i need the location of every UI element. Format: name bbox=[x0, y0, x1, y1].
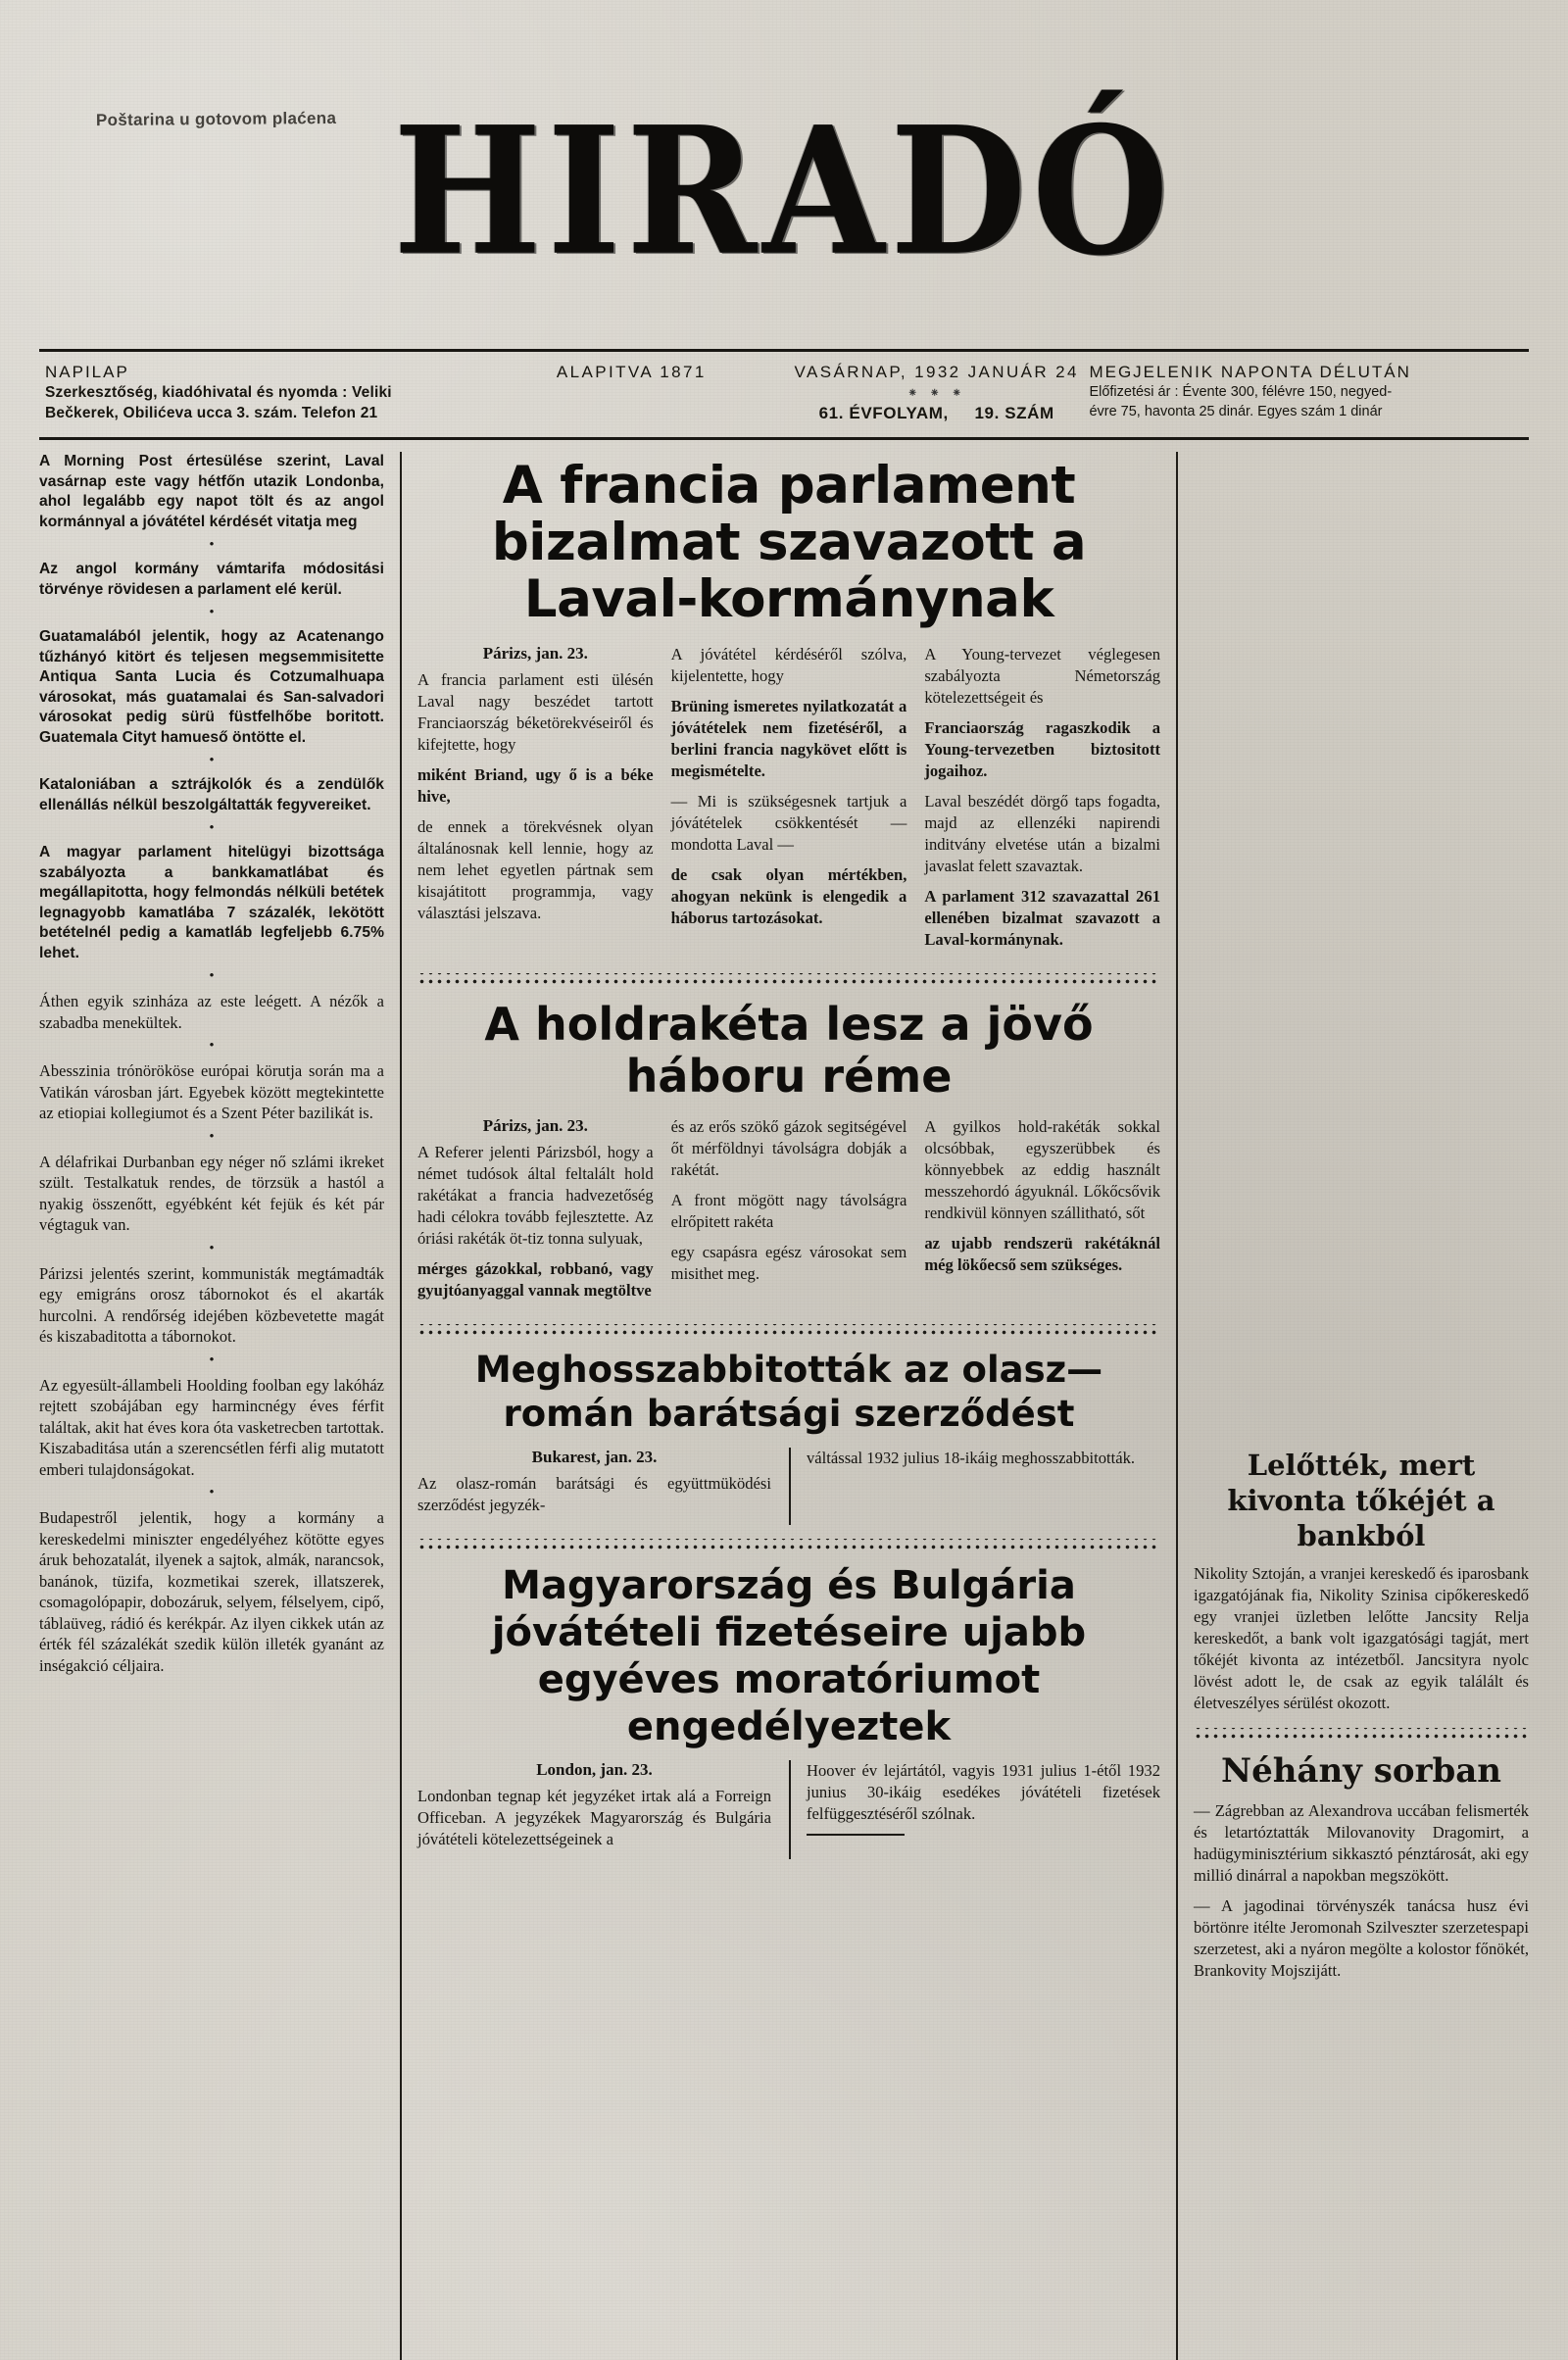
headline-moratorium: Magyarország és Bulgária jóvátételi fizetéseire ujabb egyéves moratóriumot engedélyeztek bbox=[491, 1563, 1087, 1749]
brief-separator bbox=[39, 755, 384, 766]
volume-label: 61. ÉVFOLYAM, bbox=[818, 404, 949, 422]
dateline-bucharest: Bukarest, jan. 23. bbox=[531, 1448, 658, 1466]
paragraph-lead: A parlament 312 szavazattal 261 ellenében bizalmat szavazott a Laval-kormánynak. bbox=[924, 887, 1161, 949]
brief-item: Abesszinia trónörököse európai körutja során ma a Vatikán városban járt. Egyebek között megtekintette az etiopiai kollegiumot és a Szent Péter bazilikát is. bbox=[39, 1061, 384, 1122]
story3-col-2 bbox=[789, 1448, 1160, 1525]
info-center-founded bbox=[479, 362, 784, 382]
brief-separator bbox=[39, 1243, 384, 1254]
info-left bbox=[45, 362, 479, 423]
story2-columns bbox=[417, 1116, 1160, 1310]
paragraph: A Referer jelenti Párizsból, hogy a német tudósok által feltalált hold rakétákat a francia hadvezetőség hadi célokra tovább fejlesztette. Az óriási rakéták öt-tiz tonna sulyuak, bbox=[417, 1143, 654, 1248]
story1-columns bbox=[417, 644, 1160, 959]
article-bank-shooting bbox=[1194, 1448, 1529, 1714]
paragraph: és az erős szökő gázok segitségével őt mérföldnyi távolságra dobják a rakétát. bbox=[670, 1117, 907, 1179]
headline-laval: A francia parlament bizalmat szavazott a Laval-kormánynak bbox=[491, 456, 1087, 629]
dateline-paris: Párizs, jan. 23. bbox=[482, 644, 588, 663]
brief-item: Az egyesült-állambeli Hoolding foolban egy lakóház rejtett szobájában egy harmincnégy éves férfit találtak, akit hat éves kora óta vasketrecben tartottak. Kiszabaditása után a szerencsétlen férfi alig mutatott emberi tulajdonságokat. bbox=[39, 1375, 384, 1479]
section-divider bbox=[417, 1324, 1160, 1336]
story2-col-2 bbox=[671, 1116, 907, 1310]
brief-item: A Morning Post értesülése szerint, Laval vasárnap este vagy hétfőn utazik Londonba, ahol legalább egy napot tölt és az angol kormánnyal a jóvátétel kérdését vitatja meg bbox=[39, 453, 384, 530]
issue-number: 19. SZÁM bbox=[974, 404, 1054, 422]
brief-item: Párizsi jelentés szerint, kommunisták megtámadták egy emigráns orosz tábornokot és el akarták hurcolni. A rendőrség idejében közbevetette magát és kiszabaditotta a tábornokot. bbox=[39, 1263, 384, 1346]
paragraph: — Mi is szükségesnek tartjuk a jóvátételek csökkentését — mondotta Laval — bbox=[670, 792, 907, 854]
brief-separator bbox=[39, 1040, 384, 1052]
info-center-date bbox=[784, 362, 1089, 423]
story3-col-1 bbox=[417, 1448, 771, 1525]
column-main-stories bbox=[402, 452, 1176, 2360]
paragraph: Hoover év lejártától, vagyis 1931 julius 1-étől 1932 junius 30-ikáig esedékes jóvátételi fizetések felfüggesztéséről szólnak. bbox=[807, 1761, 1160, 1823]
story4-col-2 bbox=[789, 1760, 1160, 1859]
paragraph: — A jagodinai törvényszék tanácsa husz évi börtönre itélte Jeromonah Szilveszter szerzetespapi szerzetest, aki a nyáron megölte a kolostor főnökét, Brankovity Mojszijátt. bbox=[1194, 1896, 1529, 1980]
paragraph: de ennek a törekvésnek olyan általánosnak kell lennie, hogy az nem lehet egyetlen pártnak sem kisajátitott programmja, vagy választási jelszava. bbox=[417, 817, 654, 922]
volume-issue bbox=[784, 403, 1089, 423]
paragraph-lead: az ujabb rendszerü rakétáknál még lökőecső sem szükséges. bbox=[924, 1234, 1161, 1274]
paragraph: Az olasz-román barátsági és együttmüködési szerződést jegyzék- bbox=[417, 1474, 771, 1514]
paper-type-label: NAPILAP bbox=[45, 363, 129, 381]
story2-col-1 bbox=[417, 1116, 654, 1310]
paragraph: A gyilkos hold-rakéták sokkal olcsóbbak, egyszerübbek és könnyebbek az eddig használt messzehordó ágyuknál. Lőkőcsővik rendkivül könnyen szállitható, sőt bbox=[924, 1117, 1161, 1222]
paragraph-lead: de csak olyan mértékben, ahogyan nekünk is elengedik a háborus tartozásokat. bbox=[670, 865, 907, 927]
brief-item: A délafrikai Durbanban egy néger nő szlámi ikreket szült. Testalkatuk rendes, de törzsük a hastól a nyakig összenőtt, egyébként két fejük és két pár végtaguk van. bbox=[39, 1152, 384, 1234]
postmark-stamp: Poštarina u gotovom plaćena bbox=[95, 108, 337, 130]
story4-col-1 bbox=[417, 1760, 771, 1859]
story1-col-2 bbox=[671, 644, 907, 959]
publisher-line-1: Szerkesztőség, kiadóhivatal és nyomda : Veliki bbox=[45, 384, 392, 401]
headline-treaty: Meghosszabbitották az olasz—román barátsági szerződést bbox=[474, 1349, 1103, 1435]
headline-briefly: Néhány sorban bbox=[1220, 1751, 1502, 1791]
story3-columns bbox=[417, 1448, 1160, 1525]
brief-item: Kataloniában a sztrájkolók és a zendülők ellenállás nélkül beszolgáltatták fegyvereiket. bbox=[39, 776, 384, 813]
paragraph-lead: mérges gázokkal, robbanó, vagy gyujtóanyaggal vannak megtöltve bbox=[417, 1259, 654, 1300]
dateline-london: London, jan. 23. bbox=[536, 1760, 653, 1779]
paragraph: A jóvátétel kérdéséről szólva, kijelentette, hogy bbox=[670, 645, 907, 685]
info-right bbox=[1089, 362, 1523, 421]
article-briefly bbox=[1194, 1751, 1529, 1982]
paragraph-lead: miként Briand, ugy ő is a béke hive, bbox=[417, 765, 654, 806]
brief-separator bbox=[39, 607, 384, 618]
story4-columns bbox=[417, 1760, 1160, 1859]
page-body bbox=[39, 452, 1529, 2360]
paragraph: A front mögött nagy távolságra elrőpitett rakéta bbox=[670, 1191, 907, 1231]
newspaper-title: HIRADÓ bbox=[393, 87, 1175, 295]
paragraph: Nikolity Sztoján, a vranjei kereskedő és iparosbank igazgatójának fia, Nikolity Szinisa cipőkereskedő egy vranjei üzletben lelőtte Jancsity Relja kereskedőt, a bank volt igazgatósági tagját, mert tőkéjét kivonta az intézetből. Jancsityra nyolc lövést adott le, de csak az egyik találált és életveszélyes sérülést okozott. bbox=[1194, 1564, 1529, 1712]
article-laval-confidence-vote bbox=[417, 458, 1160, 959]
section-divider bbox=[417, 973, 1160, 985]
story2-col-3 bbox=[924, 1116, 1160, 1310]
paragraph: egy csapásra egész városokat sem misithet meg. bbox=[670, 1243, 907, 1283]
headline-bank-shooting: Lelőtték, mert kivonta tőkéjét a bankból bbox=[1227, 1449, 1495, 1552]
paragraph: váltással 1932 julius 18-ikáig meghosszabbitották. bbox=[807, 1449, 1136, 1467]
ornament-dots: ⁕ ⁕ ⁕ bbox=[906, 385, 966, 400]
story1-col-1 bbox=[417, 644, 654, 959]
brief-item: A magyar parlament hitelügyi bizottsága szabályozta a bankkamatlábat és megállapitotta, hogy felmondás nélküli betétek legnagyobb kamatlába 7 százalék, lekötött betételnél pedig a kamatláb legfeljebb 6.75% lehet. bbox=[39, 844, 384, 961]
article-moon-rocket bbox=[417, 999, 1160, 1310]
publication-frequency: MEGJELENIK NAPONTA DÉLUTÁN bbox=[1089, 363, 1411, 381]
paragraph: Londonban tegnap két jegyzéket irtak alá a Forreign Officeban. A jegyzékek Magyarország és Bulgária jóvátételi kötelezettségeinek a bbox=[417, 1787, 771, 1848]
brief-separator bbox=[39, 822, 384, 834]
paragraph: A francia parlament esti ülésén Laval nagy beszédet tartott Franciaország béketörekvéseiről és kifejtette, hogy bbox=[417, 670, 654, 754]
brief-separator bbox=[39, 1131, 384, 1143]
masthead-info-bar bbox=[39, 352, 1529, 431]
masthead-rule-bottom bbox=[39, 437, 1529, 440]
paragraph: A Young-tervezet véglegesen szabályozta Németország kötelezettségeit és bbox=[924, 645, 1161, 707]
brief-separator bbox=[39, 1354, 384, 1366]
brief-item: Áthen egyik szinháza az este leégett. A nézők a szabadba menekültek. bbox=[39, 992, 384, 1032]
subscription-line-2: évre 75, havonta 25 dinár. Egyes szám 1 dinár bbox=[1089, 404, 1383, 419]
brief-separator bbox=[39, 970, 384, 982]
brief-separator bbox=[39, 539, 384, 551]
section-divider bbox=[1194, 1728, 1529, 1740]
paragraph-lead: Brüning ismeretes nyilatkozatát a jóvátételek nem fizetéséről, a berlini francia nagykövet előtt is megismételte. bbox=[670, 697, 907, 780]
article-italian-romanian-treaty bbox=[417, 1348, 1160, 1525]
subscription-line-1: Előfizetési ár : Évente 300, félévre 150, negyed- bbox=[1089, 384, 1393, 400]
headline-moon-rocket: A holdrakéta lesz a jövő háboru réme bbox=[484, 998, 1094, 1103]
publisher-line-2: Bečkerek, Obilićeva ucca 3. szám. Telefon 21 bbox=[45, 405, 378, 421]
issue-date: VASÁRNAP, 1932 JANUÁR 24 bbox=[794, 363, 1079, 381]
paragraph-lead: Franciaország ragaszkodik a Young-tervezetben biztositott jogaihoz. bbox=[924, 718, 1161, 780]
brief-item: Az angol kormány vámtarifa módositási törvénye rövidesen a parlament elé kerül. bbox=[39, 561, 384, 598]
paragraph: Laval beszédét dörgő taps fogadta, majd az ellenzéki napirendi inditvány elvetése után a bizalmi javaslat felett szavaztak. bbox=[924, 792, 1161, 875]
dateline-paris-2: Párizs, jan. 23. bbox=[482, 1116, 588, 1135]
article-moratorium bbox=[417, 1562, 1160, 1859]
paragraph: — Zágrebban az Alexandrova uccában felismerték és letartóztatták Milovanovity Dragomirt, a hadügyminisztérium sikkasztó pénztárosát, aki egy millió dinárral a napokban megszökött. bbox=[1194, 1801, 1529, 1885]
masthead bbox=[39, 0, 1529, 343]
brief-separator bbox=[39, 1487, 384, 1499]
story1-col-3 bbox=[924, 644, 1160, 959]
right-column-spacer bbox=[1194, 452, 1529, 1442]
column-news-briefs bbox=[39, 452, 402, 2360]
section-divider bbox=[417, 1539, 1160, 1550]
founded-label: ALAPITVA 1871 bbox=[556, 363, 707, 381]
column-right-stories bbox=[1176, 452, 1529, 2360]
paragraph-end-rule bbox=[807, 1834, 905, 1836]
brief-item: Budapestről jelentik, hogy a kormány a kereskedelmi miniszter engedélyéhez kötötte egyes áruk behozatalát, ilyenek a sajtok, almák, narancsok, banánok, tüzifa, kozmetikai szerek, illatszerek, csomagolópapir, dobozáruk, selyem, félselyem, cipő, táblaüveg, rádió és kerékpár. Az ilyen cikkek után az érték fél százalékát szedik külön illeték gyanánt az inségakció céljaira. bbox=[39, 1508, 384, 1675]
brief-item: Guatamalából jelentik, hogy az Acatenango tűzhányó kitört és teljesen megsemmisitette Antiqua Santa Lucia és Cotzumalhuapa városokat, más guatamalai és San-salvadori városokat pedig sürü füstfelhőbe boritott. Guatemala Cityt hamueső öntötte el. bbox=[39, 628, 384, 746]
